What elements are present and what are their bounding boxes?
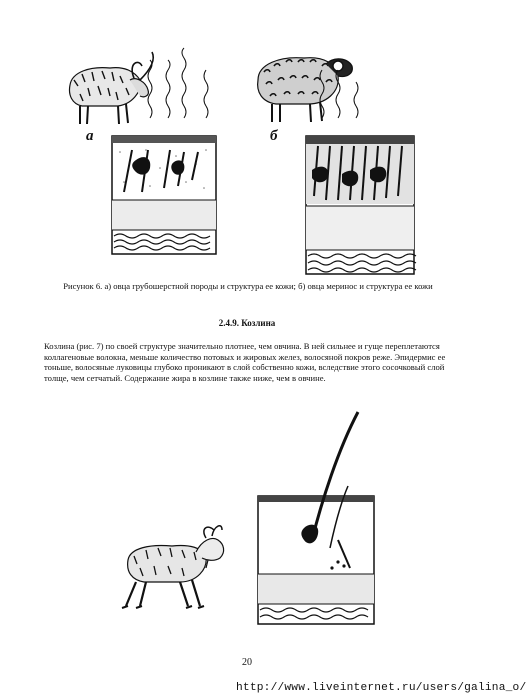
footer-url-link[interactable]: http://www.liveinternet.ru/users/galina_o/: [236, 682, 526, 694]
figure-label-a: а: [86, 128, 94, 144]
figure-label-b: б: [270, 128, 278, 144]
figure-6-caption: Рисунок 6. а) овца грубошерстной породы и структура ее кожи; б) овца мериноc и структура ее кожи: [63, 281, 433, 291]
section-paragraph: Козлина (рис. 7) по своей структуре значительно плотнее, чем овчина. В ней сильнее и гуще переплетаются коллагеновые волокна, меньше количество потовых и жировых желез, волосяной покров реже. Эпидермис ее тоньше, волосяные луковицы глубоко проникают в слой собственно кожи, вследствие этого сосочковый слой толще, чем сетчатый. Содержание жира в козлине также ниже, чем в овчине.: [44, 341, 446, 383]
section-heading: 2.4.9. Козлина: [218, 318, 276, 328]
page-number: 20: [242, 657, 252, 668]
